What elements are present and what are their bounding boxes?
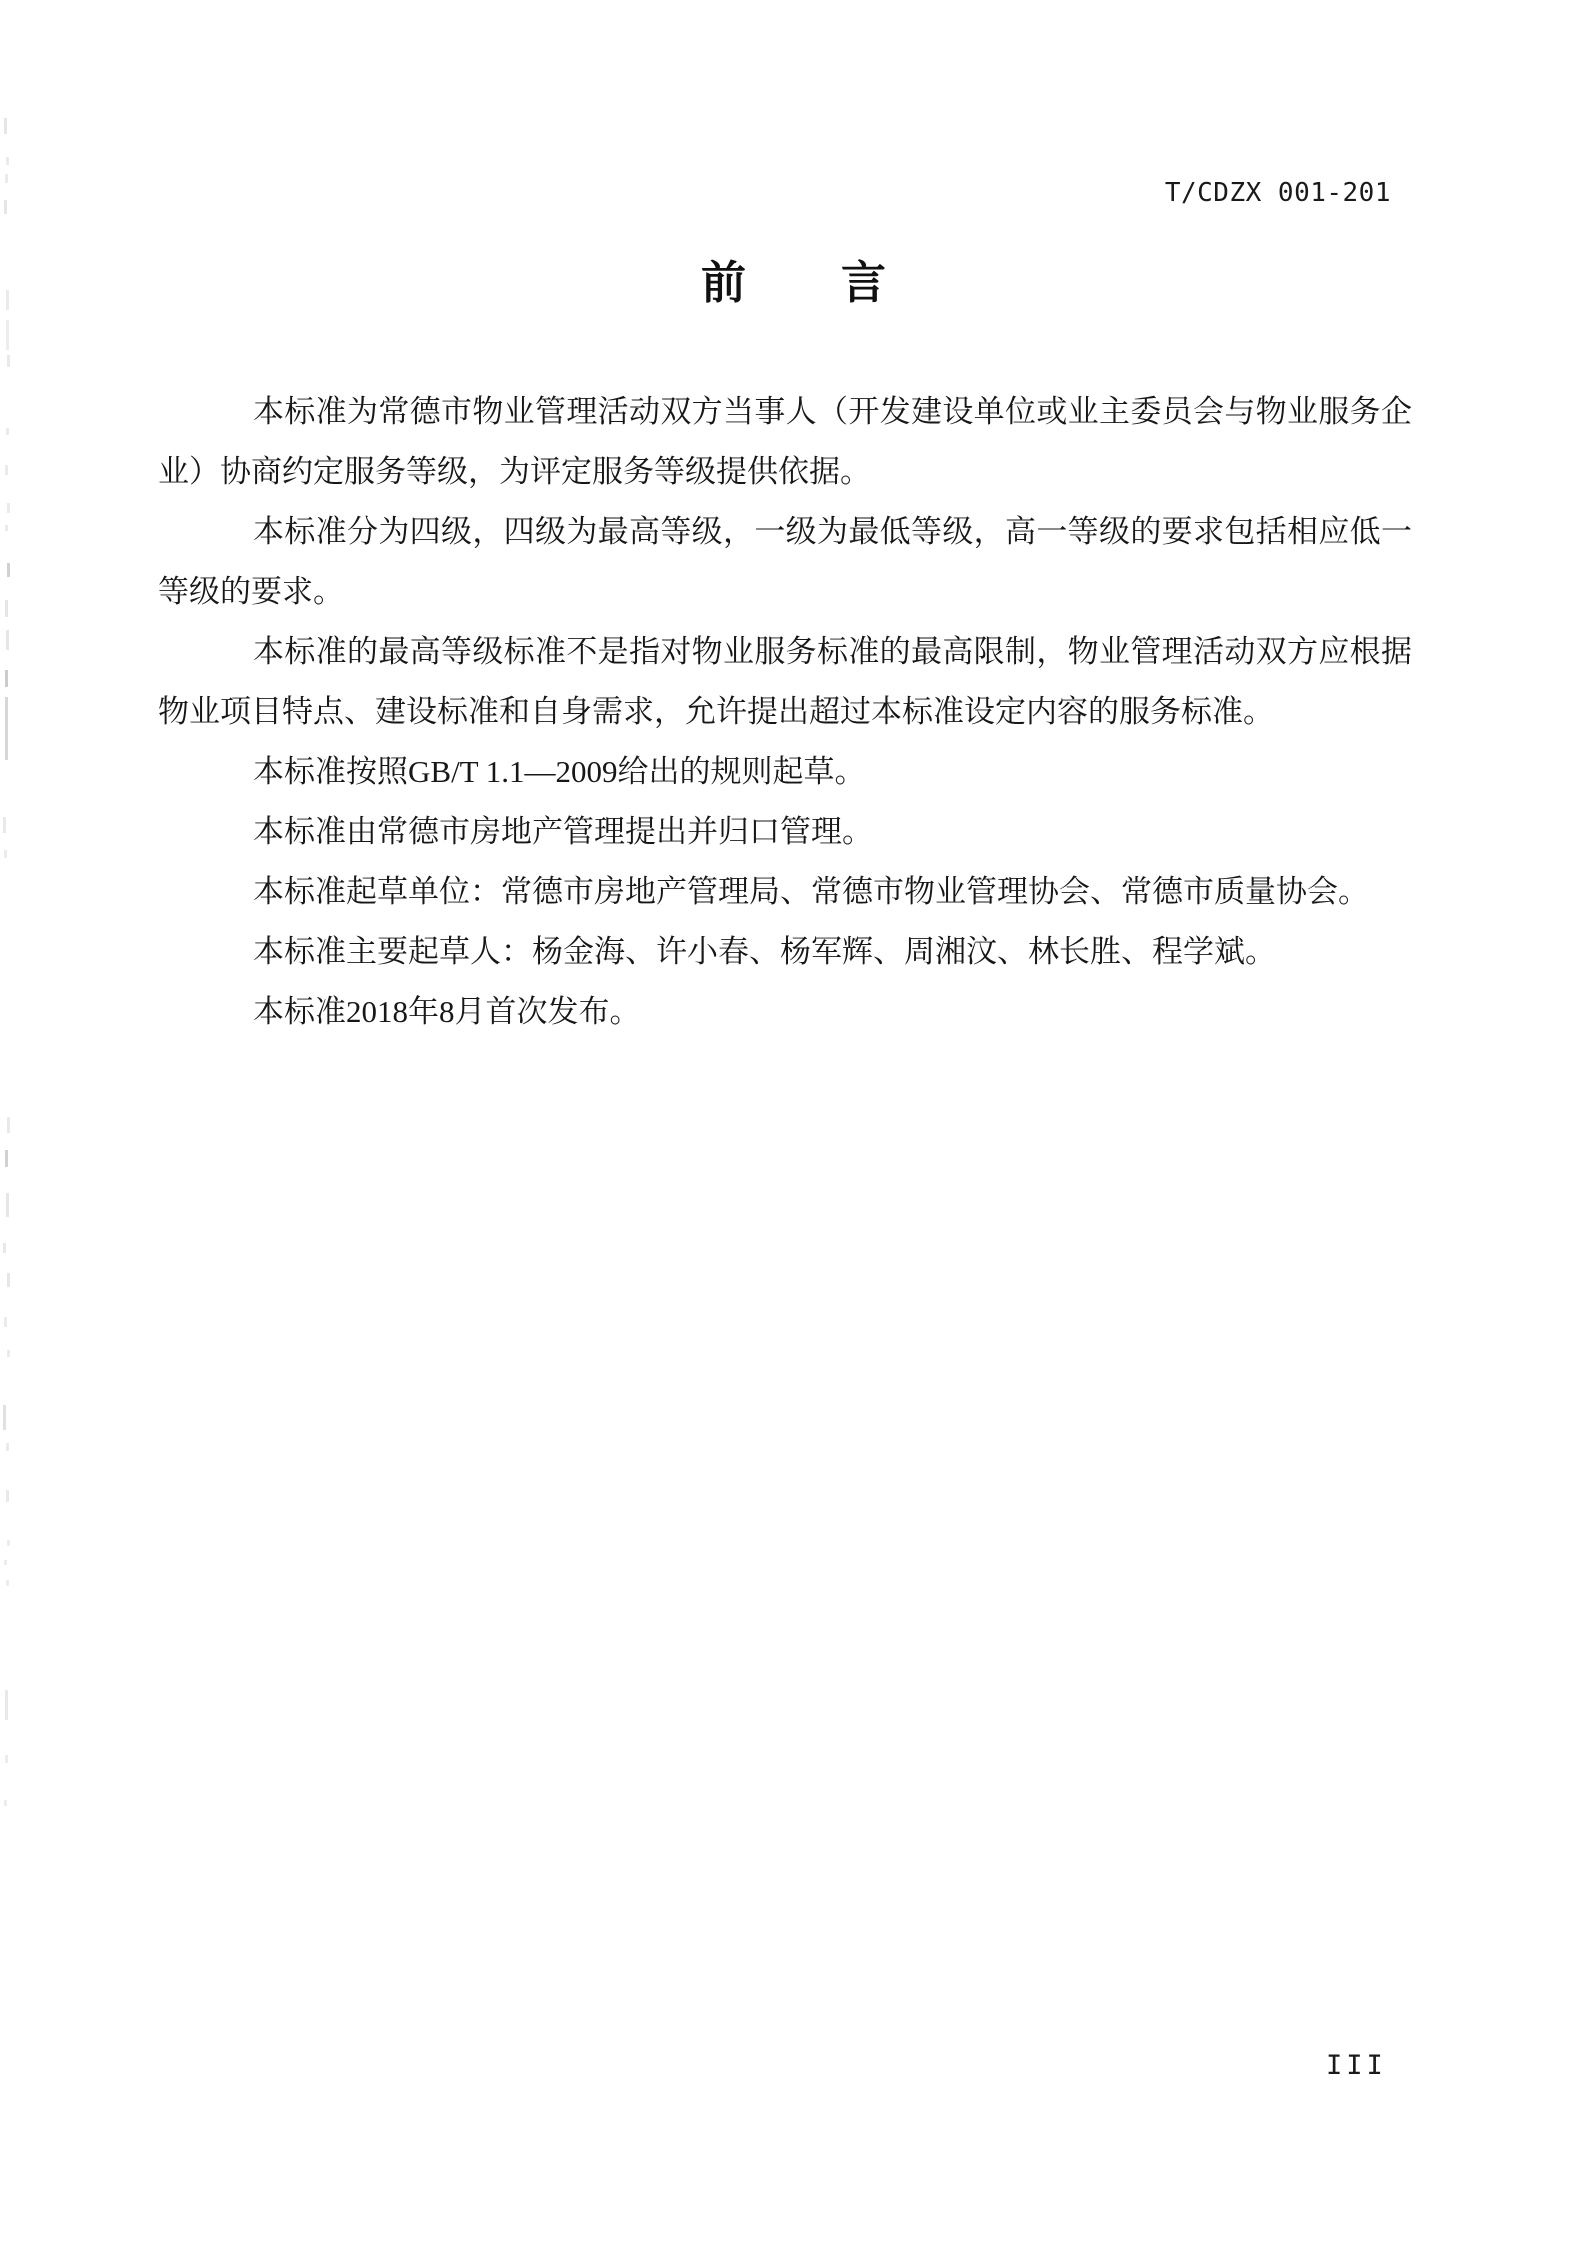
scan-artifact <box>7 1273 10 1287</box>
foreword-paragraph-4: 本标准按照GB/T 1.1—2009给出的规则起草。 <box>253 754 866 789</box>
scan-artifact <box>7 1117 10 1133</box>
scan-artifact <box>7 503 10 513</box>
scan-artifact <box>4 1560 7 1565</box>
scan-artifact <box>6 1580 9 1586</box>
scan-artifact <box>3 1405 6 1430</box>
page-title-foreword: 前言 <box>700 257 981 308</box>
scan-artifact <box>4 1800 7 1806</box>
foreword-paragraph-1: 本标准为常德市物业管理活动双方当事人（开发建设单位或业主委员会与物业服务企业）协商约定服务等级，为评定服务等级提供依据。 <box>158 394 1412 489</box>
scan-artifact <box>7 563 10 577</box>
scan-artifact <box>5 1150 8 1167</box>
scan-artifact <box>5 465 8 475</box>
scan-artifact <box>6 1490 9 1502</box>
scan-artifact <box>6 1443 9 1451</box>
scan-artifact <box>4 1317 7 1327</box>
scan-artifact <box>5 1755 8 1763</box>
scan-artifact <box>5 697 8 760</box>
foreword-paragraph-5: 本标准由常德市房地产管理提出并归口管理。 <box>253 814 873 849</box>
scan-artifact <box>4 118 7 134</box>
scan-artifact <box>7 1350 10 1357</box>
scan-artifact <box>5 1690 8 1720</box>
scan-artifact <box>5 174 8 183</box>
foreword-paragraph-8: 本标准2018年8月首次发布。 <box>253 994 641 1029</box>
foreword-paragraph-3: 本标准的最高等级标准不是指对物业服务标准的最高限制，物业管理活动双方应根据物业项目特点、建设标准和自身需求，允许提出超过本标准设定内容的服务标准。 <box>158 634 1412 729</box>
scan-artifact <box>6 630 9 650</box>
standard-number: T/CDZX 001-201 <box>1164 178 1391 208</box>
page-number: III <box>1326 2050 1387 2081</box>
scan-artifact <box>3 1243 6 1253</box>
scan-artifact <box>7 1540 10 1546</box>
scan-artifact <box>4 200 7 214</box>
foreword-body <box>158 382 1412 1042</box>
scan-artifact <box>6 157 9 165</box>
scan-artifact <box>5 600 8 617</box>
foreword-paragraph-6: 本标准起草单位：常德市房地产管理局、常德市物业管理协会、常德市质量协会。 <box>253 874 1369 909</box>
scan-artifact <box>3 817 6 833</box>
scan-artifact <box>5 525 8 531</box>
foreword-paragraph-7: 本标准主要起草人：杨金海、许小春、杨军辉、周湘汶、林长胜、程学斌。 <box>253 934 1276 969</box>
scan-artifact <box>7 355 10 367</box>
scan-artifact <box>6 428 9 435</box>
foreword-paragraph-2: 本标准分为四级，四级为最高等级，一级为最低等级，高一等级的要求包括相应低一等级的要求。 <box>158 514 1412 609</box>
scan-artifact <box>6 320 9 350</box>
scan-artifact <box>6 290 9 310</box>
scan-artifact <box>5 670 8 687</box>
scan-artifact <box>4 850 7 858</box>
scan-artifact <box>6 1193 9 1217</box>
